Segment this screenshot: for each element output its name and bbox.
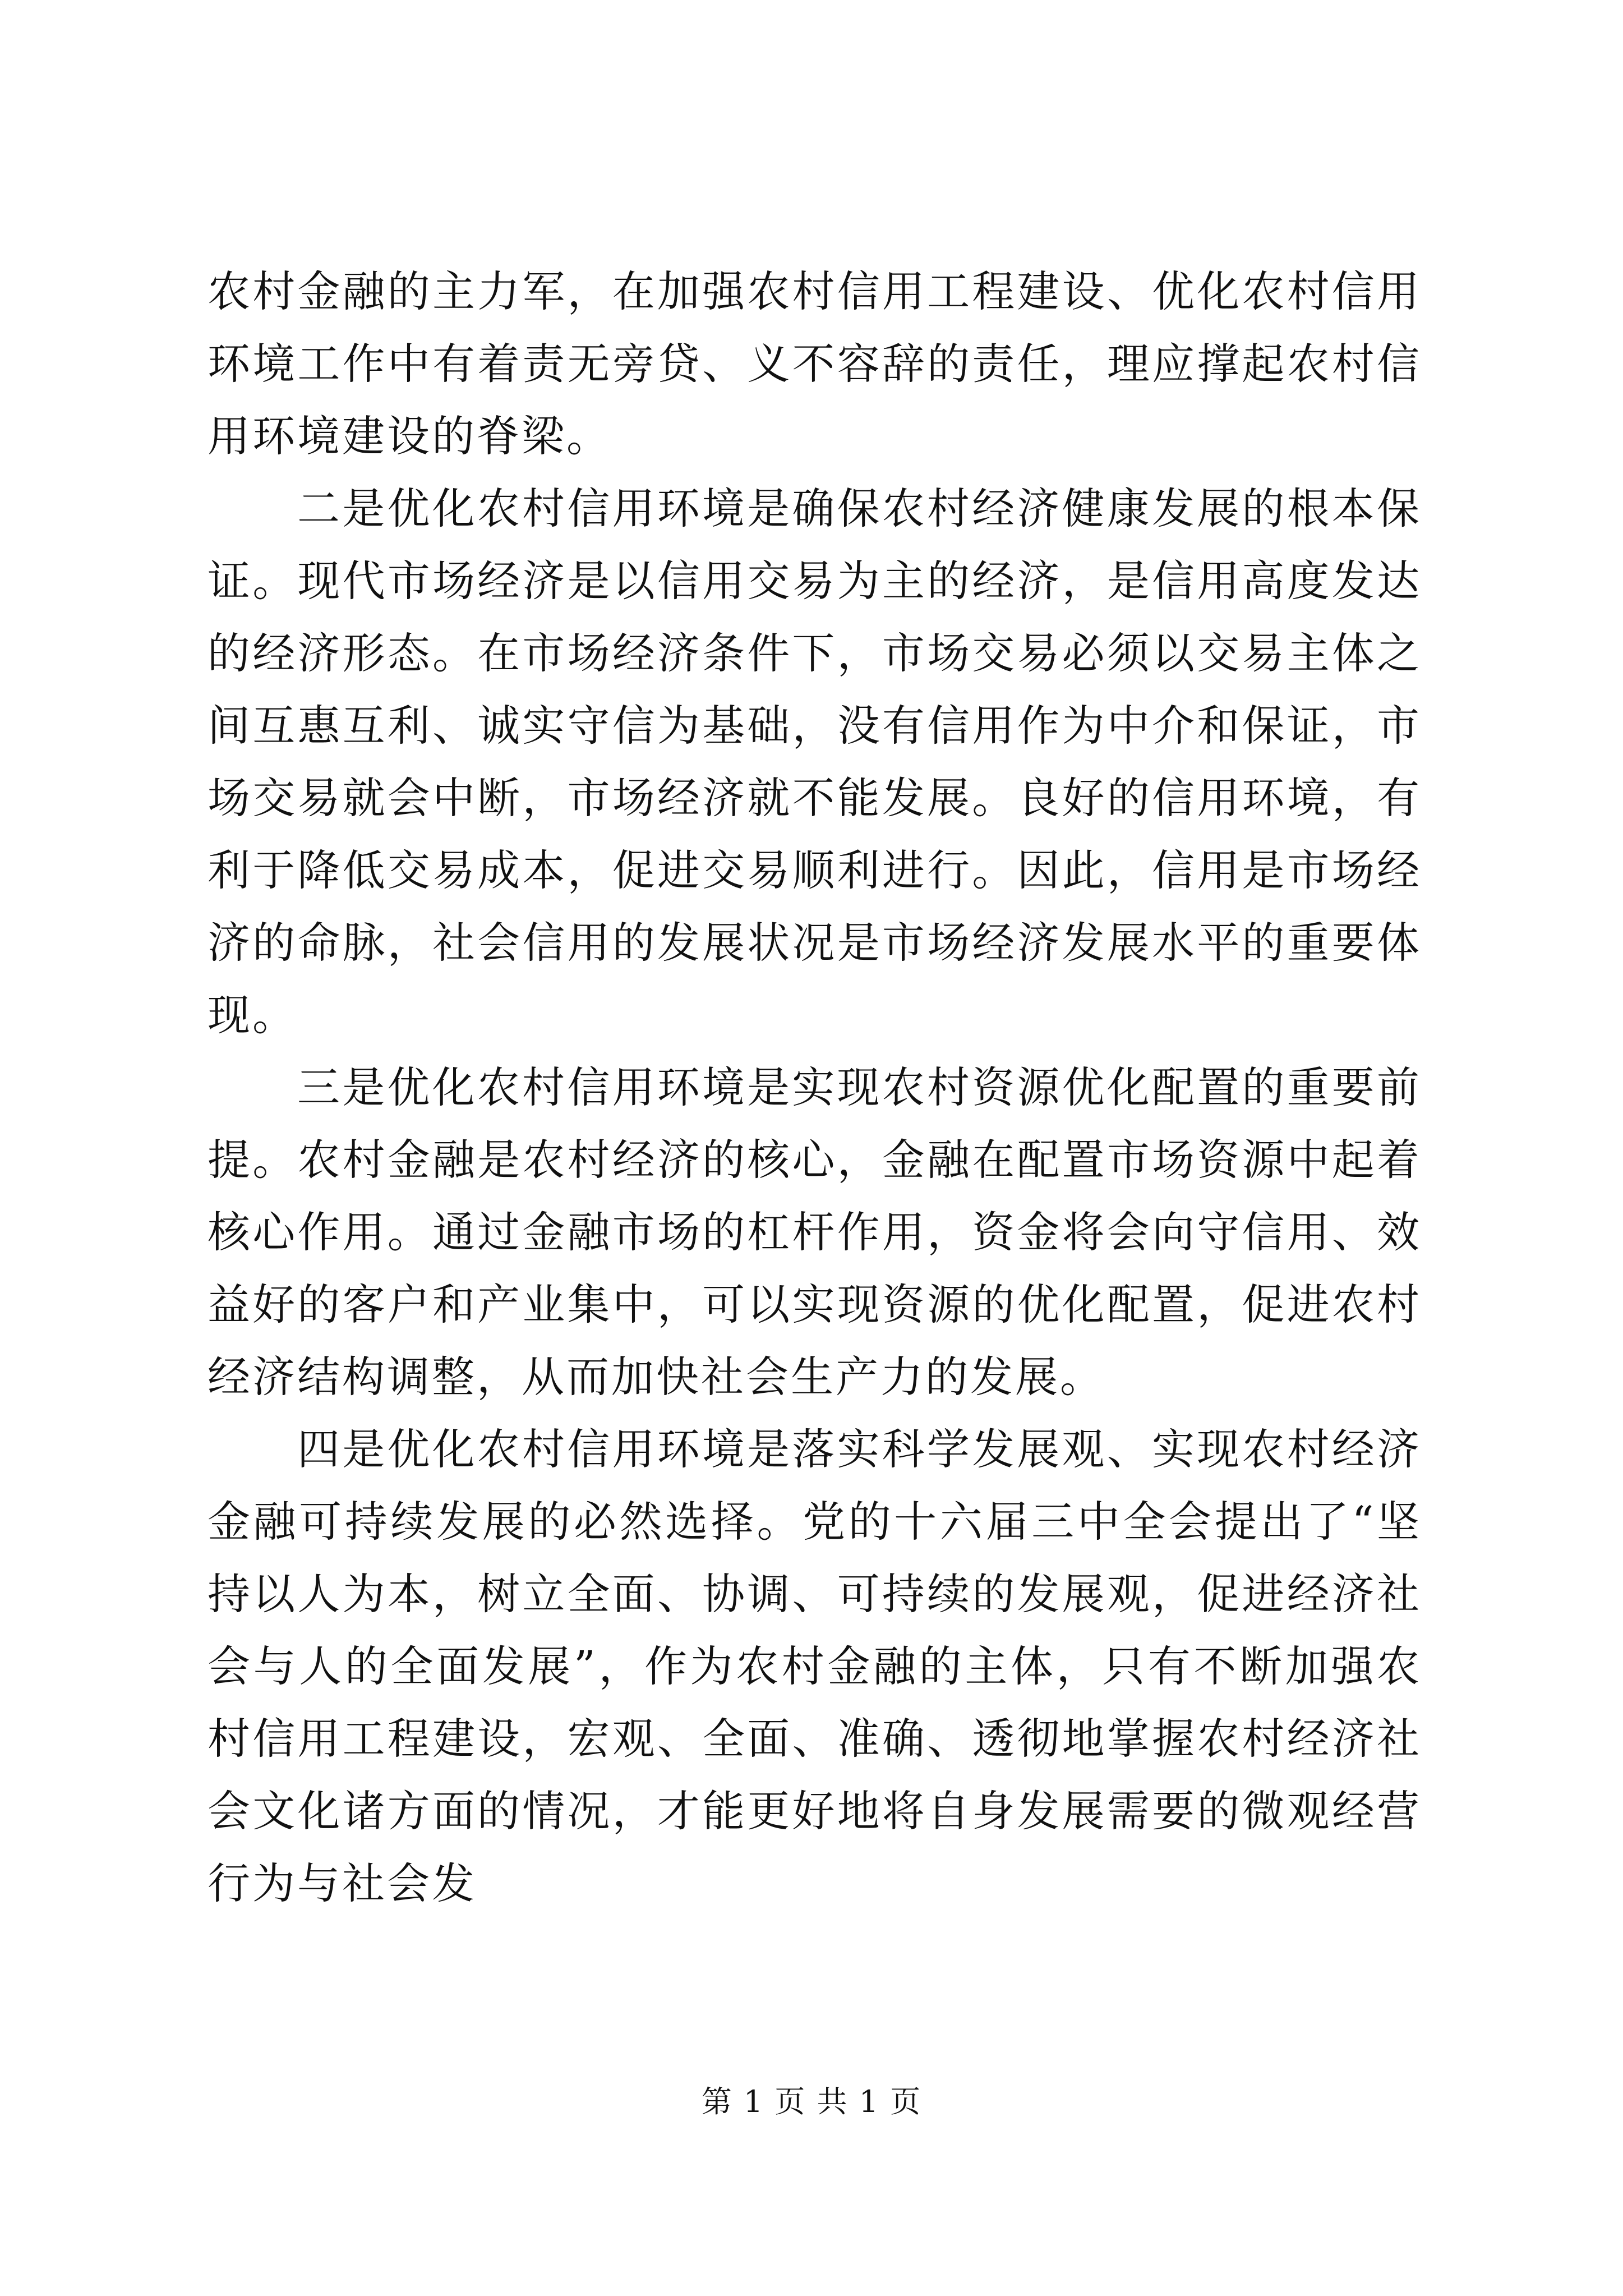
paragraph-1: 农村金融的主力军，在加强农村信用工程建设、优化农村信用环境工作中有着责无旁贷、义不容辞的责任，理应撑起农村信用环境建设的脊梁。: [208, 266, 1422, 461]
paragraph-2: 二是优化农村信用环境是确保农村经济健康发展的根本保证。现代市场经济是以信用交易为主的经济，是信用高度发达的经济形态。在市场经济条件下，市场交易必须以交易主体之间互惠互利、诚实守信为基础，没有信用作为中介和保证，市场交易就会中断，市场经济就不能发展。良好的信用环境，有利于降低交易成本，促进交易顺利进行。因此，信用是市场经济的命脉，社会信用的发展状况是市场经济发展水平的重要体现。: [208, 484, 1422, 1040]
page-footer: 第 1 页 共 1 页: [701, 2084, 922, 2119]
paragraph-4: 四是优化农村信用环境是落实科学发展观、实现农村经济金融可持续发展的必然选择。党的十六届三中全会提出了“坚持以人为本，树立全面、协调、可持续的发展观，促进经济社会与人的全面发展”，作为农村金融的主体，只有不断加强农村信用工程建设，宏观、全面、准确、透彻地掌握农村经济社会文化诸方面的情况，才能更好地将自身发展需要的微观经营行为与社会发: [208, 1424, 1422, 1908]
document-body: [208, 255, 1422, 1920]
paragraph-3: 三是优化农村信用环境是实现农村资源优化配置的重要前提。农村金融是农村经济的核心，金融在配置市场资源中起着核心作用。通过金融市场的杠杆作用，资金将会向守信用、效益好的客户和产业集中，可以实现资源的优化配置，促进农村经济结构调整，从而加快社会生产力的发展。: [208, 1062, 1422, 1402]
